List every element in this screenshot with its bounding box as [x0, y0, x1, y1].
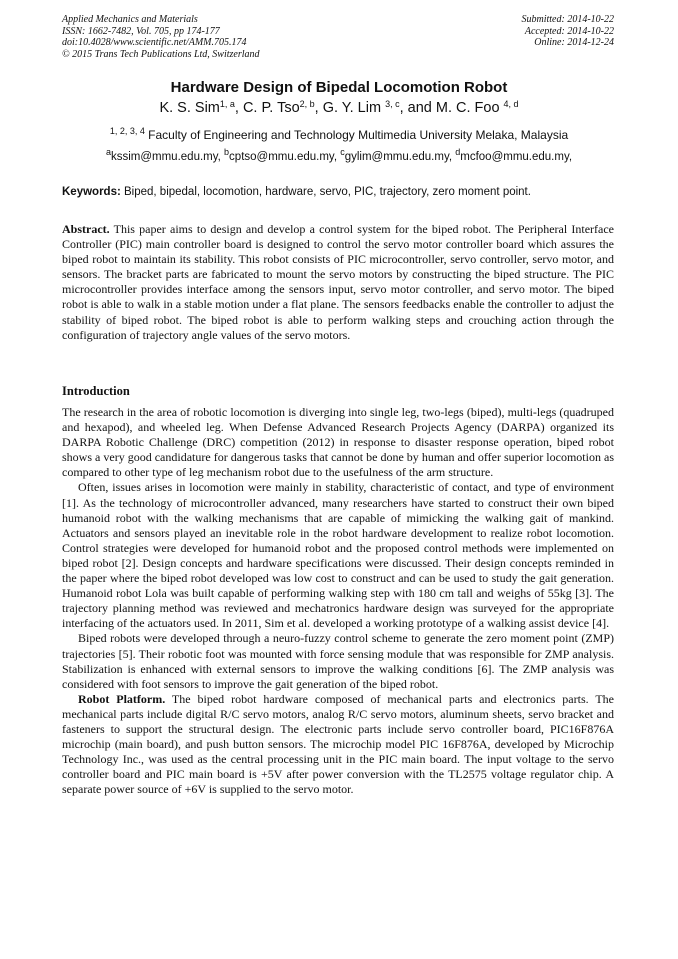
abstract: [62, 222, 614, 343]
affiliation-marks: 1, 2, 3, 4: [109, 126, 145, 136]
robot-platform-text: The biped robot hardware composed of mechanical parts and electronics parts. The mechanical parts include digital R/C servo motors, analog R/C servo motors, aluminum sheets, servo bracket and fasteners to support the structural design. The electronic parts include servo controller board, PIC16F876A microchip (main board), and push button sensors. The microchip model PIC 16F876A, developed by Microchip Technology Inc., was used as the central processing unit in the PIC main board. The input voltage to the servo controller board and PIC main board is +5V after power conversion with the TL2575 voltage regulator chip. A separate power source of +6V is supplied to the servo motor.: [62, 691, 614, 797]
keywords: [62, 186, 614, 198]
introduction-body: [62, 405, 614, 797]
email-mark: b: [224, 147, 230, 157]
author-list: [0, 100, 678, 116]
journal-header: [62, 14, 260, 60]
paragraph: Often, issues arises in locomotion were mainly in stability, characteristic of contact, and type of environment [1]. As the technology of microcontroller advanced, many researchers have started to construct their own biped humanoid robot with the walking mechanisms that are capable of mimicking the walking gait of mankind. Actuators and sensors played an inevitable role in the robot hardware development to realize robot locomotion. Control strategies were developed for humanoid robot and the proposed control methods were implemented on biped robot [2]. Design concepts and hardware specifications were discussed. Their design concepts reminded in the paper where the biped robot developed was low cost to construct and can be used to study the gait generation. Humanoid robot Lola was built capable of performing walking step with 180 cm tall and weighs of 55kg [3]. The trajectory planning method was reviewed and mechatronics hardware design was surveyed for the appropriate interfacing of the actuators used. In 2011, Sim et al. developed a working prototype of a walking assist device [4].: [62, 480, 614, 631]
keywords-text: Biped, bipedal, locomotion, hardware, servo, PIC, trajectory, zero moment point.: [120, 186, 531, 198]
author-affiliation-mark: 3, c: [385, 99, 400, 109]
author-separator: ,: [234, 100, 243, 116]
email-mark: d: [455, 147, 461, 157]
keywords-label: Keywords:: [62, 186, 121, 198]
author-name: M. C. Foo: [435, 100, 504, 116]
author-affiliation-mark: 4, d: [503, 99, 519, 109]
author-separator: , and: [399, 100, 436, 116]
paper-title: Hardware Design of Bipedal Locomotion Robot: [170, 79, 508, 96]
journal-name: Applied Mechanics and Materials: [62, 14, 198, 25]
email-address: cptso@mmu.edu.my,: [229, 151, 341, 163]
paragraph: The research in the area of robotic locomotion is diverging into single leg, two-legs (biped), multi-legs (quadruped and hexapod), and wheeled leg. When Defense Advanced Research Projects Agency (DARPA) organized its DARPA Robotic Challenge (DRC) competition (2012) in response to disaster response operation, biped robot shows a very good candidature for dangerous tasks that cannot be done by human and offer superior locomotion as compared to other type of leg mechanism robot due to the usefulness of the arm structure.: [62, 405, 614, 480]
affiliation: [0, 128, 678, 142]
journal-issn: ISSN: 1662-7482, Vol. 705, pp 174-177: [62, 25, 220, 37]
author-affiliation-mark: 1, a: [219, 99, 235, 109]
accepted-date: Accepted: 2014-10-22: [524, 25, 614, 37]
author-name: K. S. Sim: [159, 100, 220, 116]
abstract-label: Abstract.: [62, 222, 110, 236]
submitted-date: Submitted: 2014-10-22: [521, 14, 614, 25]
email-address: gylim@mmu.edu.my,: [344, 151, 456, 163]
online-date: Online: 2014-12-24: [534, 37, 614, 48]
robot-platform-label: Robot Platform.: [78, 691, 166, 706]
author-name: G. Y. Lim: [322, 100, 386, 116]
author-emails: [0, 147, 678, 163]
author-affiliation-mark: 2, b: [299, 99, 315, 109]
abstract-text: This paper aims to design and develop a control system for the biped robot. The Peripheral Interface Controller (PIC) main controller board is designed to control the servo motor controller board which assures the biped robot to maintain its stability. This robot consists of PIC microcontroller, servo controller, servo motor, and sensors. The bracket parts are fabricated to mount the servo motors by constructing the biped structure. The PIC microcontroller provides interface among the sensors input, servo motor controller, and servo motor. The biped robot is able to walk in a stable motion under a flat plane. The sensors feedbacks enable the controller to adjust the stability of biped robot. The biped robot is able to perform walking steps and crouching action through the configuration of trajectory angle values of the servo motors.: [62, 222, 614, 342]
email-mark: a: [105, 147, 111, 157]
journal-doi: doi:10.4028/www.scientific.net/AMM.705.174: [62, 37, 247, 48]
email-mark: c: [340, 147, 345, 157]
email-address: kssim@mmu.edu.my,: [110, 151, 225, 163]
journal-copyright: © 2015 Trans Tech Publications Ltd, Switzerland: [62, 48, 260, 60]
paragraph: Biped robots were developed through a neuro-fuzzy control scheme to generate the zero moment point (ZMP) trajectories [5]. Their robotic foot was mounted with force sensing module that was responsible for ZMP analysis. Stabilization is enhanced with external sensors to improve the walking conditions [6]. The ZMP analysis was considered with foot sensors to improve the gait generation of the biped robot.: [62, 631, 614, 691]
email-address: mcfoo@mmu.edu.my,: [460, 151, 573, 163]
author-name: C. P. Tso: [242, 100, 300, 116]
affiliation-text: Faculty of Engineering and Technology Multimedia University Melaka, Malaysia: [144, 128, 569, 142]
paragraph-robot-platform: [62, 692, 614, 798]
section-heading-introduction: Introduction: [62, 384, 130, 398]
submission-dates: [522, 14, 615, 49]
author-separator: ,: [314, 100, 323, 116]
